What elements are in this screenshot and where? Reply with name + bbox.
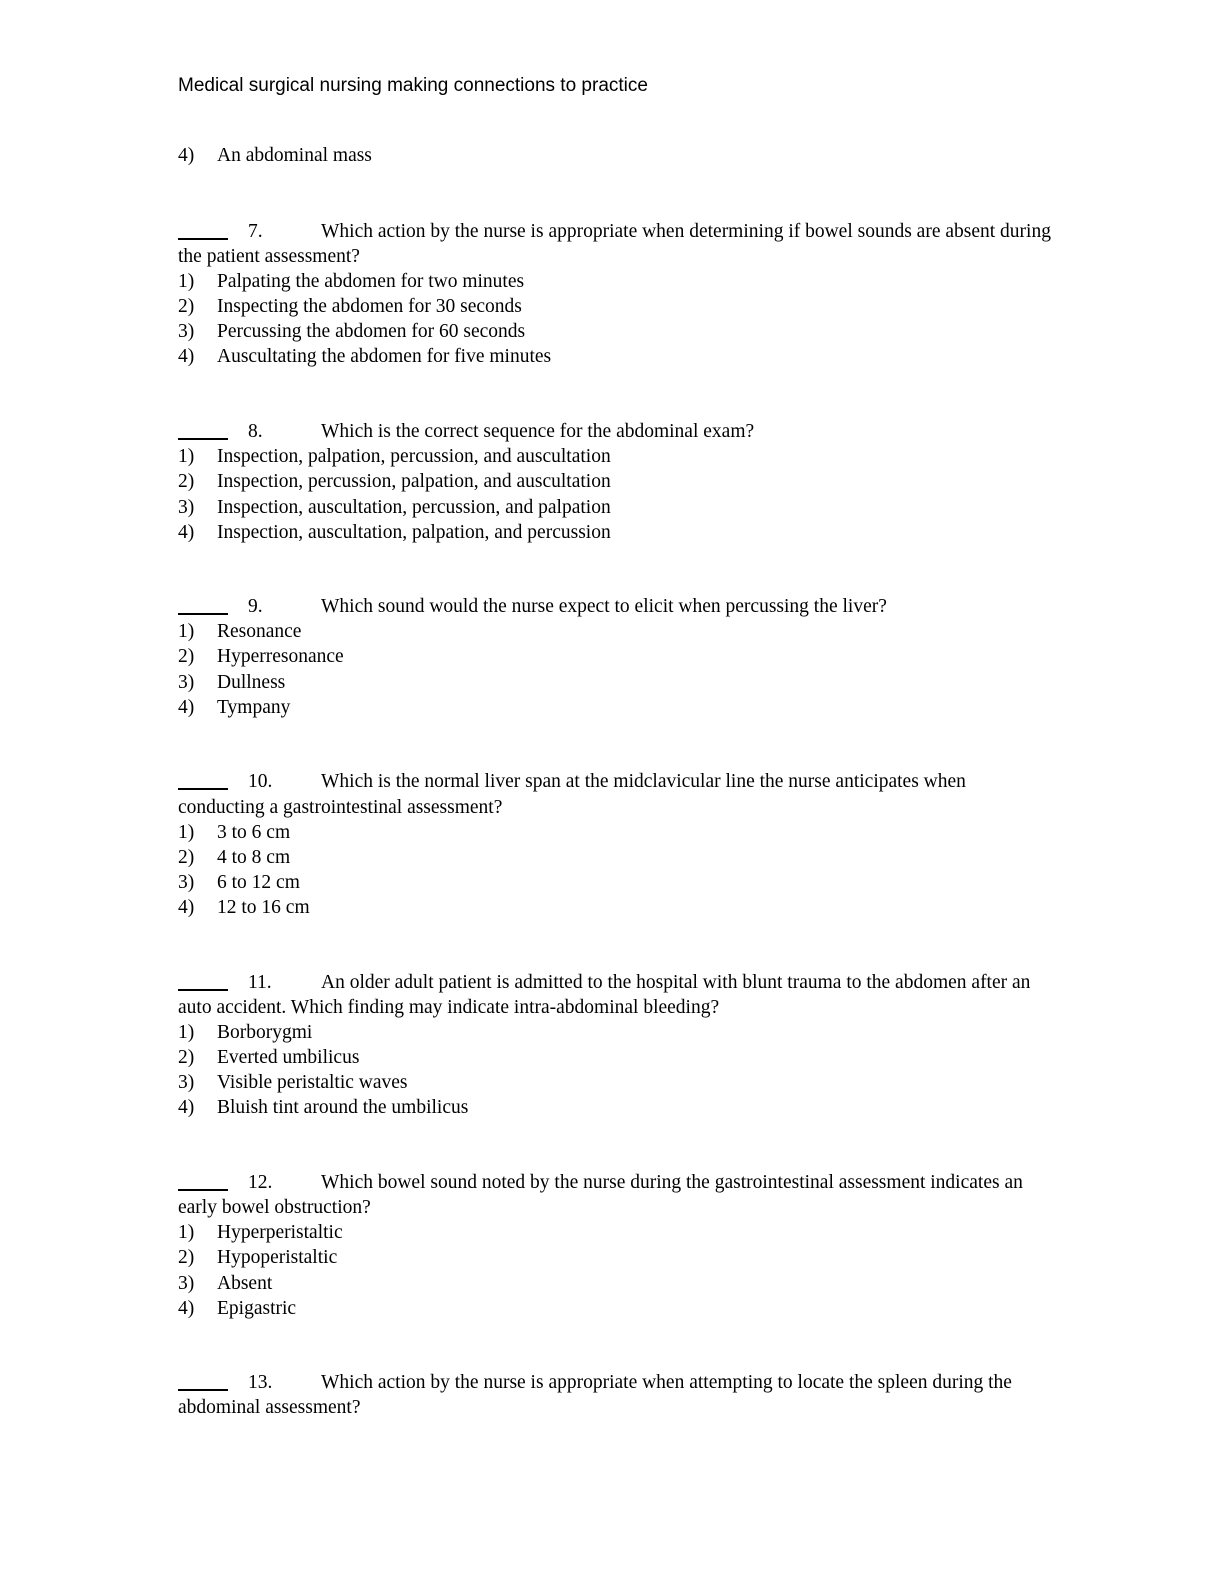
question-7-option-4	[178, 344, 551, 369]
answer-blank[interactable]	[178, 219, 228, 240]
option-text: Tympany	[217, 697, 291, 718]
question-12-continuation: early bowel obstruction?	[178, 1197, 371, 1218]
option-number: 2)	[178, 847, 195, 868]
question-9-option-3	[178, 670, 285, 695]
question-8-option-3	[178, 495, 611, 520]
option-text: Borborygmi	[217, 1022, 313, 1043]
option-number: 4)	[178, 522, 195, 543]
question-10-option-2	[178, 845, 290, 870]
option-number: 1)	[178, 1222, 195, 1243]
question-number: 7.	[248, 221, 263, 242]
question-7-option-3	[178, 319, 525, 344]
answer-blank[interactable]	[178, 1370, 228, 1391]
option-text: Percussing the abdomen for 60 seconds	[217, 321, 526, 342]
option-number: 3)	[178, 872, 195, 893]
option-text: Inspection, palpation, percussion, and auscultation	[217, 446, 611, 467]
option-text: 12 to 16 cm	[217, 897, 310, 918]
option-number: 3)	[178, 1072, 195, 1093]
option-number: 3)	[178, 1273, 195, 1294]
prev-option-4	[178, 143, 372, 168]
option-text: 6 to 12 cm	[217, 872, 300, 893]
question-10-option-3	[178, 870, 300, 895]
option-text: Resonance	[217, 621, 302, 642]
question-text: Which is the normal liver span at the midclavicular line the nurse anticipates when	[321, 771, 966, 792]
option-text: 3 to 6 cm	[217, 822, 291, 843]
option-number: 4)	[178, 897, 195, 918]
option-text: Epigastric	[217, 1298, 297, 1319]
answer-blank[interactable]	[178, 769, 228, 790]
option-number: 2)	[178, 471, 195, 492]
option-number: 4)	[178, 145, 195, 166]
question-text: Which is the correct sequence for the abdominal exam?	[321, 421, 755, 442]
question-8-option-1	[178, 444, 611, 469]
question-number: 10.	[248, 771, 273, 792]
option-text: Bluish tint around the umbilicus	[217, 1097, 469, 1118]
option-text: Auscultating the abdomen for five minutes	[217, 346, 552, 367]
question-text: Which bowel sound noted by the nurse during the gastrointestinal assessment indicates an	[321, 1172, 1023, 1193]
answer-blank[interactable]	[178, 970, 228, 991]
question-11-option-1	[178, 1020, 312, 1045]
option-text: Hyperperistaltic	[217, 1222, 343, 1243]
question-13-continuation: abdominal assessment?	[178, 1397, 361, 1418]
question-12-option-4	[178, 1296, 296, 1321]
question-7-continuation: the patient assessment?	[178, 246, 360, 267]
option-number: 2)	[178, 1247, 195, 1268]
option-text: Hyperresonance	[217, 646, 344, 667]
option-text: Everted umbilicus	[217, 1047, 360, 1068]
option-number: 4)	[178, 1298, 195, 1319]
option-number: 4)	[178, 1097, 195, 1118]
question-11-option-4	[178, 1095, 468, 1120]
question-text: Which sound would the nurse expect to elicit when percussing the liver?	[321, 596, 887, 617]
question-text: Which action by the nurse is appropriate when determining if bowel sounds are absent during	[321, 221, 1051, 242]
option-text: Hypoperistaltic	[217, 1247, 338, 1268]
option-number: 2)	[178, 1047, 195, 1068]
question-7-option-2	[178, 294, 522, 319]
option-text: Inspection, auscultation, percussion, and palpation	[217, 497, 611, 518]
question-12-option-1	[178, 1220, 343, 1245]
option-number: 4)	[178, 346, 195, 367]
question-number: 13.	[248, 1372, 273, 1393]
option-number: 1)	[178, 271, 195, 292]
question-11-continuation: auto accident. Which finding may indicate intra-abdominal bleeding?	[178, 997, 720, 1018]
question-9-option-1	[178, 619, 301, 644]
option-text: Inspecting the abdomen for 30 seconds	[217, 296, 522, 317]
option-number: 4)	[178, 697, 195, 718]
option-text: Visible peristaltic waves	[217, 1072, 408, 1093]
question-12-option-2	[178, 1245, 337, 1270]
option-text: Dullness	[217, 672, 286, 693]
question-9-option-4	[178, 695, 290, 720]
question-7-option-1	[178, 269, 524, 294]
question-10-option-1	[178, 820, 290, 845]
option-text: Inspection, auscultation, palpation, and percussion	[217, 522, 611, 543]
option-number: 1)	[178, 621, 195, 642]
option-number: 1)	[178, 822, 195, 843]
answer-blank[interactable]	[178, 1170, 228, 1191]
question-10-continuation: conducting a gastrointestinal assessment?	[178, 797, 503, 818]
option-text: Absent	[217, 1273, 273, 1294]
question-number: 11.	[248, 972, 272, 993]
option-number: 1)	[178, 1022, 195, 1043]
question-10-option-4	[178, 895, 310, 920]
option-text: 4 to 8 cm	[217, 847, 291, 868]
option-number: 3)	[178, 321, 195, 342]
option-number: 3)	[178, 497, 195, 518]
question-text: Which action by the nurse is appropriate when attempting to locate the spleen during the	[321, 1372, 1012, 1393]
question-8-option-2	[178, 469, 611, 494]
option-number: 2)	[178, 296, 195, 317]
answer-blank[interactable]	[178, 419, 228, 440]
option-number: 1)	[178, 446, 195, 467]
option-number: 3)	[178, 672, 195, 693]
question-8-option-4	[178, 520, 611, 545]
question-12-option-3	[178, 1271, 272, 1296]
question-9-option-2	[178, 644, 344, 669]
option-text: Palpating the abdomen for two minutes	[217, 271, 525, 292]
option-text: Inspection, percussion, palpation, and auscultation	[217, 471, 611, 492]
option-text: An abdominal mass	[217, 145, 372, 166]
question-number: 12.	[248, 1172, 273, 1193]
document-header: Medical surgical nursing making connections to practice	[178, 75, 648, 96]
question-number: 8.	[248, 421, 263, 442]
question-11-option-3	[178, 1070, 408, 1095]
question-11-option-2	[178, 1045, 359, 1070]
answer-blank[interactable]	[178, 594, 228, 615]
question-text: An older adult patient is admitted to the hospital with blunt trauma to the abdomen after an	[321, 972, 1031, 993]
option-number: 2)	[178, 646, 195, 667]
question-number: 9.	[248, 596, 263, 617]
